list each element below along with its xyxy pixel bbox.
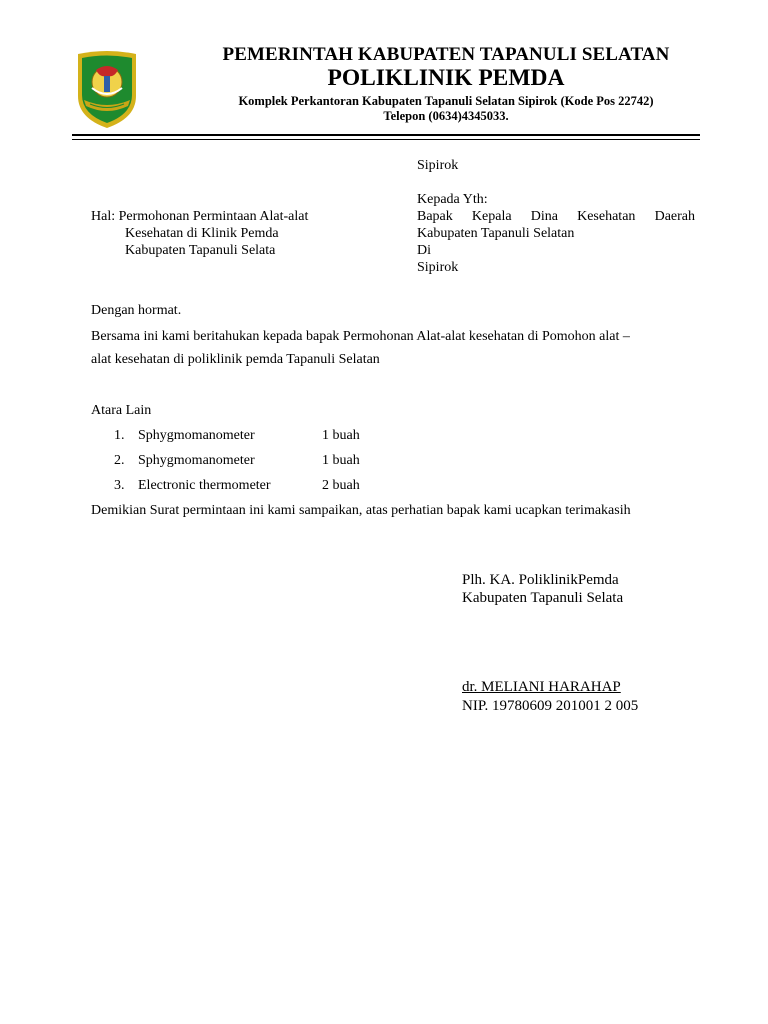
- signatory-name: dr. MELIANI HARAHAP: [462, 679, 621, 695]
- letterhead-institution: POLIKLINIK PEMDA: [327, 65, 565, 91]
- letter-place: Sipirok: [417, 158, 459, 173]
- list-intro: Atara Lain: [91, 403, 152, 418]
- list-item-name: Sphygmomanometer: [138, 453, 255, 468]
- list-item-number: 3.: [114, 478, 125, 493]
- signatory-unit: Kabupaten Tapanuli Selata: [462, 590, 624, 606]
- recipient-line2: Kabupaten Tapanuli Selatan: [417, 226, 575, 241]
- signatory-nip: NIP. 19780609 201001 2 005: [462, 698, 639, 714]
- signatory-title: Plh. KA. PoliklinikPemda: [462, 572, 619, 588]
- recipient-line3: Di: [417, 243, 431, 258]
- recipient-line4: Sipirok: [417, 260, 459, 275]
- greeting: Dengan hormat.: [91, 303, 182, 318]
- list-item-qty: 2 buah: [322, 478, 360, 493]
- regency-emblem-icon: [74, 48, 140, 130]
- list-item-qty: 1 buah: [322, 428, 360, 443]
- list-item-name: Electronic thermometer: [138, 478, 271, 493]
- list-item-qty: 1 buah: [322, 453, 360, 468]
- recipient-line1: [417, 209, 695, 225]
- subject-line2: Kesehatan di Klinik Pemda: [125, 226, 279, 241]
- list-item-number: 1.: [114, 428, 125, 443]
- letterhead-address: Komplek Perkantoran Kabupaten Tapanuli Selatan Sipirok (Kode Pos 22742): [238, 94, 654, 108]
- closing-sentence: Demikian Surat permintaan ini kami sampaikan, atas perhatian bapak kami ucapkan terimakasih: [91, 503, 631, 518]
- recipient-word: Dina: [530, 209, 558, 224]
- letterhead-phone: Telepon (0634)4345033.: [383, 109, 509, 123]
- subject-line3: Kabupaten Tapanuli Selata: [125, 243, 276, 258]
- recipient-word: Kepala: [471, 209, 512, 224]
- subject-line1: Hal: Permohonan Permintaan Alat-alat: [91, 209, 309, 224]
- recipient-word: Daerah: [654, 209, 695, 224]
- list-item-name: Sphygmomanometer: [138, 428, 255, 443]
- body-paragraph-line1: Bersama ini kami beritahukan kepada bapak Permohonan Alat-alat kesehatan di Pomohon alat –: [91, 329, 630, 344]
- list-item-number: 2.: [114, 453, 125, 468]
- letterhead-divider-thin: [72, 139, 700, 140]
- recipient-word: Kesehatan: [577, 209, 636, 224]
- body-paragraph-line2: alat kesehatan di poliklinik pemda Tapanuli Selatan: [91, 352, 380, 367]
- recipient-word: Bapak: [417, 209, 453, 224]
- letterhead-divider-thick: [72, 134, 700, 136]
- recipient-salutation: Kepada Yth:: [417, 192, 488, 207]
- letterhead-government: PEMERINTAH KABUPATEN TAPANULI SELATAN: [222, 44, 670, 65]
